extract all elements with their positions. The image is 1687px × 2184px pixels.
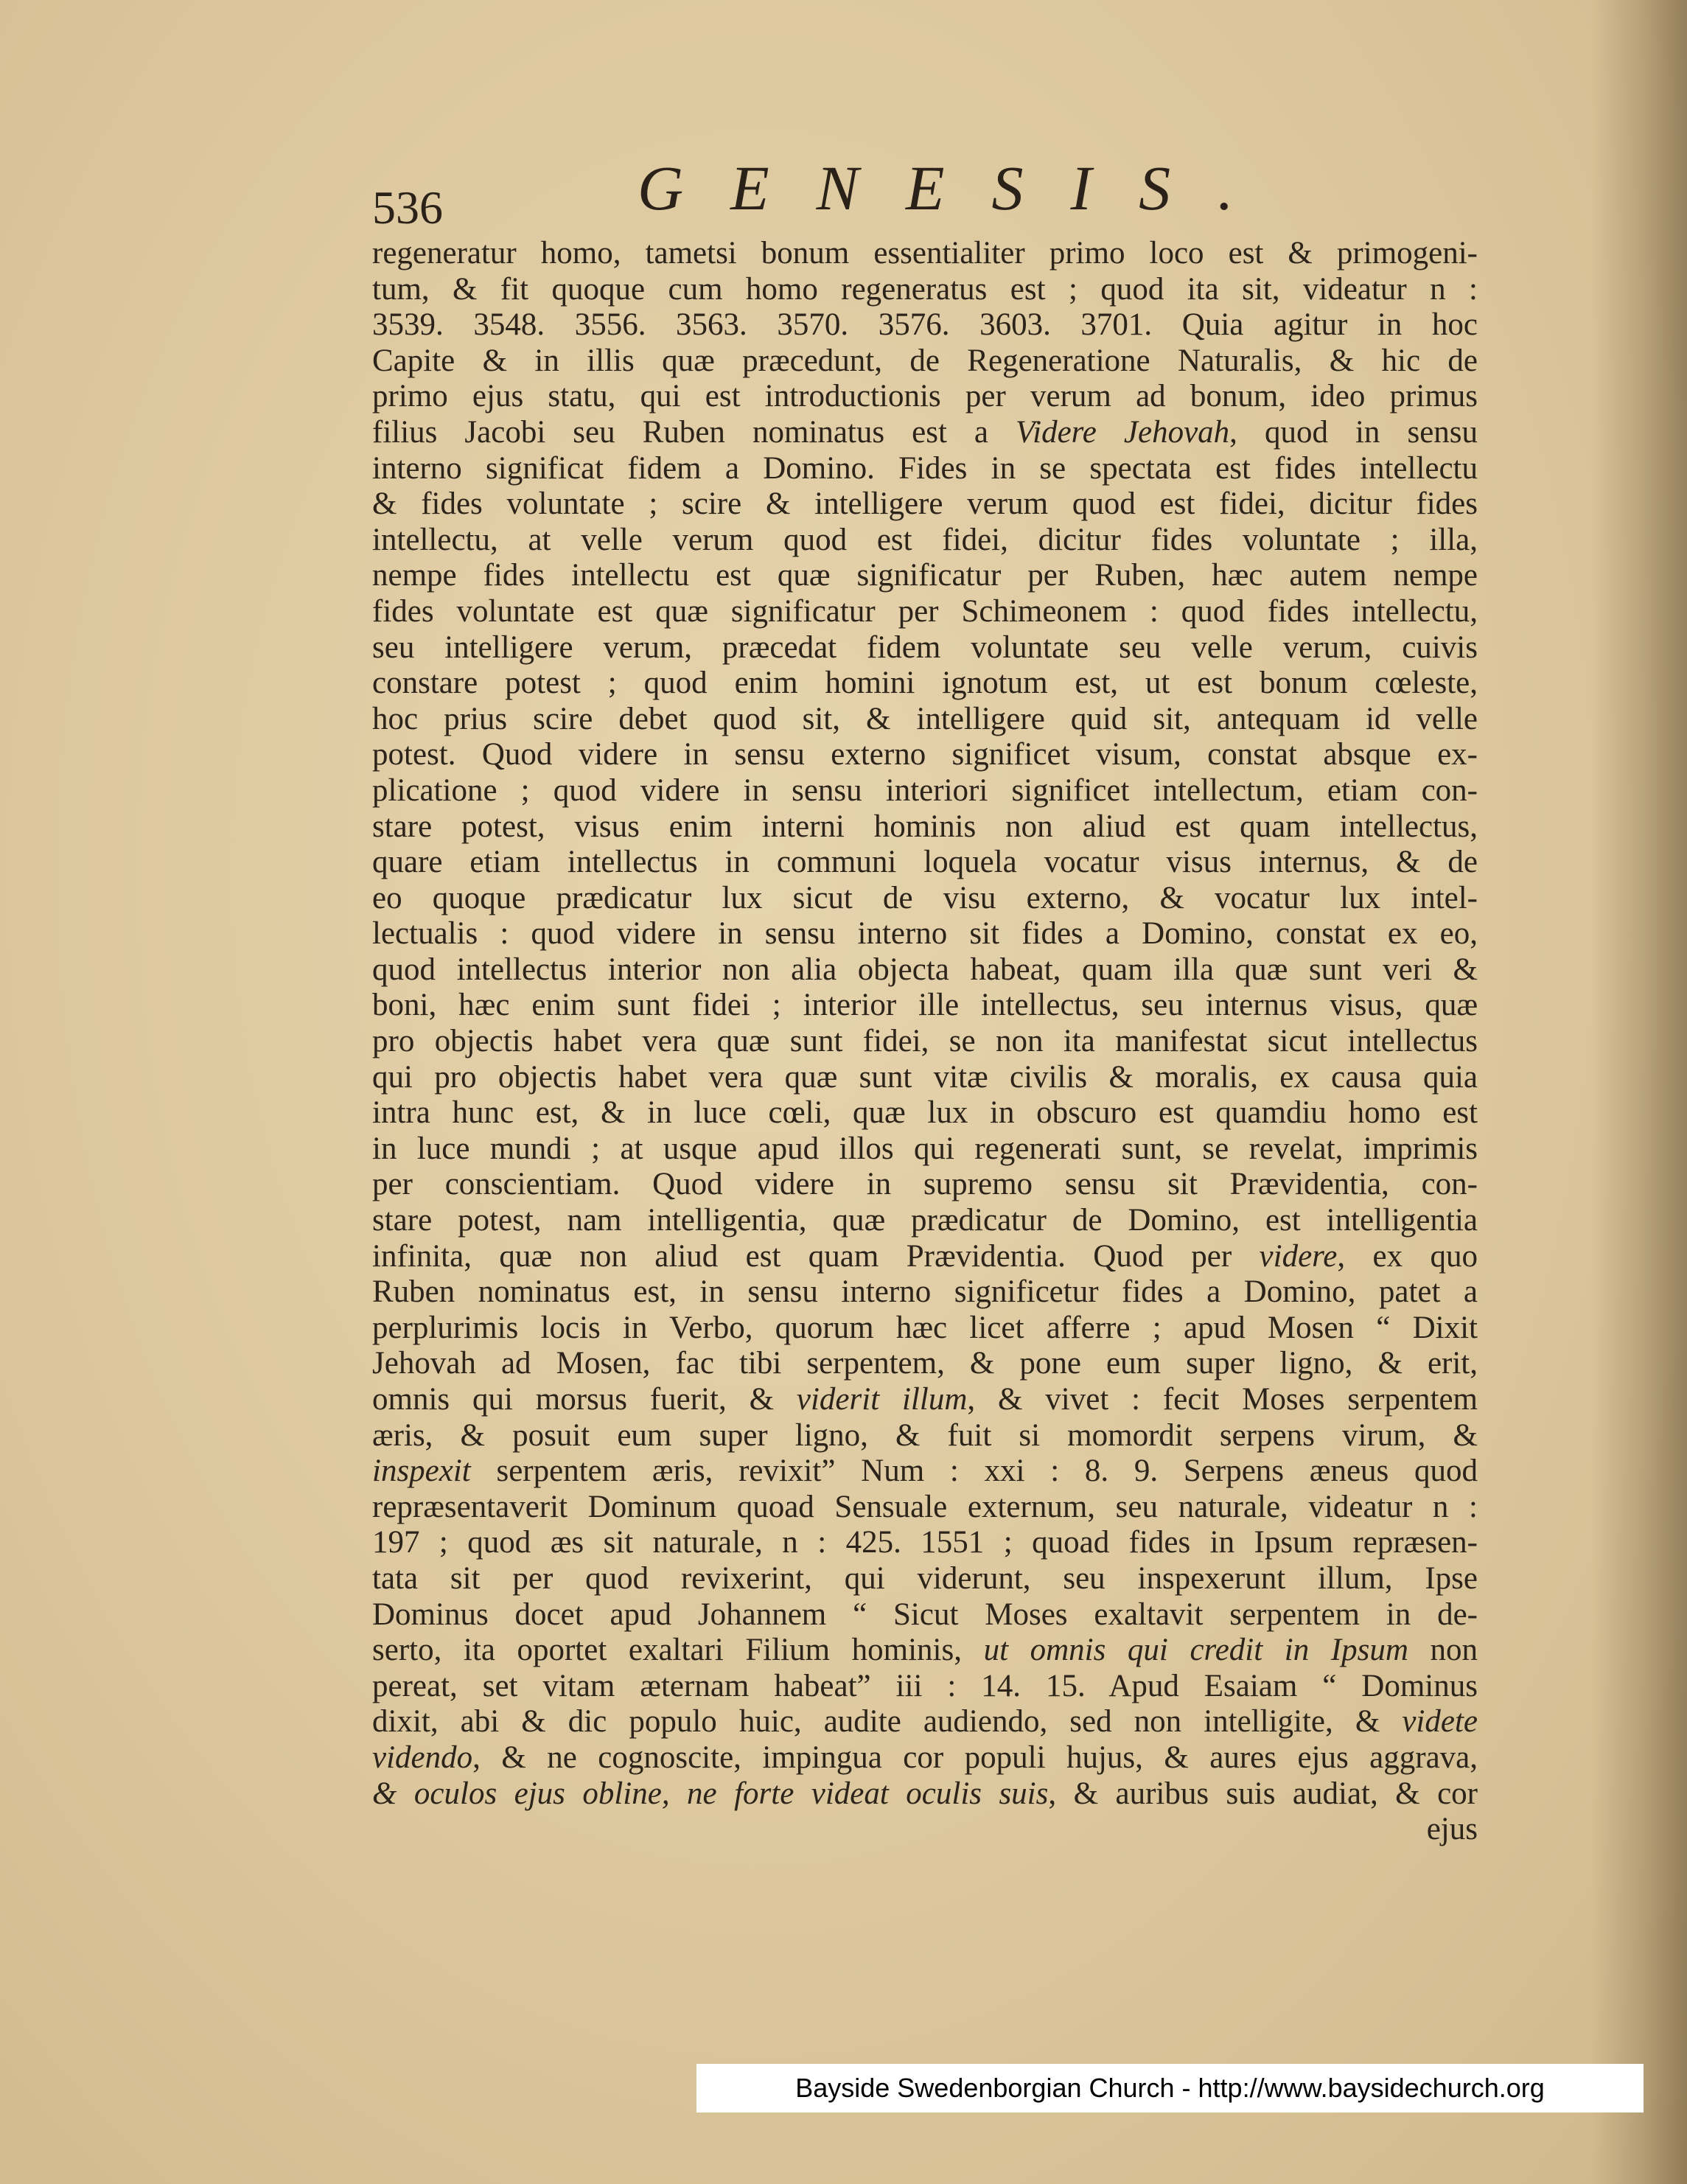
text-line xyxy=(372,845,1478,881)
text-line xyxy=(372,1525,1478,1561)
text-line xyxy=(372,343,1478,380)
text-line xyxy=(372,952,1478,988)
italic-text-run: ut omnis qui credit in Ipsum xyxy=(983,1633,1408,1668)
page-header xyxy=(372,151,1478,232)
italic-text-run: & oculos ejus obline, ne forte videat oculis suis xyxy=(372,1776,1049,1811)
text-line xyxy=(372,1740,1478,1776)
text-line xyxy=(372,1095,1478,1131)
text-run: boni, hæc enim sunt fidei ; interior ille intellectus, seu internus visus, quæ xyxy=(372,988,1478,1023)
text-run: æris, & posuit eum super ligno, & fuit si momordit serpens virum, & xyxy=(372,1417,1478,1453)
text-run: Jehovah ad Mosen, fac tibi serpentem, & pone eum super ligno, & erit, xyxy=(372,1346,1478,1381)
text-line xyxy=(372,1346,1478,1382)
text-line xyxy=(372,1203,1478,1239)
text-run: stare potest, visus enim interni hominis non aliud est quam intellectus, xyxy=(372,809,1478,844)
text-run: stare potest, nam intelligentia, quæ prædicatur de Domino, est intelligentia xyxy=(372,1203,1478,1238)
text-line xyxy=(372,773,1478,809)
text-line xyxy=(372,558,1478,594)
italic-text-run: videre xyxy=(1259,1238,1338,1274)
text-run: constare potest ; quod enim homini ignotum est, ut est bonum cœleste, xyxy=(372,666,1478,701)
text-run: intra hunc est, & in luce cœli, quæ lux in obscuro est quamdiu homo est xyxy=(372,1095,1478,1131)
text-run: interno significat fidem a Domino. Fides in se spectata est fides intellectu xyxy=(372,450,1478,486)
text-run: filius Jacobi seu Ruben nominatus est a xyxy=(372,414,1016,450)
text-run: , & ne cognoscite, impingua cor populi hujus, & aures ejus aggrava, xyxy=(472,1740,1478,1775)
text-line xyxy=(372,486,1478,523)
text-line xyxy=(372,1776,1478,1813)
text-run: quare etiam intellectus in communi loquela vocatur visus internus, & de xyxy=(372,845,1478,880)
text-line xyxy=(372,1633,1478,1669)
text-run: serpentem æris, revixit” Num : xxi : 8. 9. Serpens æneus quod xyxy=(470,1454,1478,1489)
text-run: qui pro objectis habet vera quæ sunt vitæ civilis & moralis, ex causa quia xyxy=(372,1059,1478,1095)
text-line xyxy=(372,307,1478,343)
text-run: Capite & in illis quæ præcedunt, de Regeneratione Naturalis, & hic de xyxy=(372,343,1478,378)
text-run: in luce mundi ; at usque apud illos qui regenerati sunt, se revelat, imprimis xyxy=(372,1131,1478,1166)
text-run: 197 ; quod æs sit naturale, n : 425. 1551 ; quoad fides in Ipsum repræsen- xyxy=(372,1525,1478,1560)
text-run: 3539. 3548. 3556. 3563. 3570. 3576. 3603. 3701. Quia agitur in hoc xyxy=(372,307,1478,343)
text-run: primo ejus statu, qui est introductionis per verum ad bonum, ideo primus xyxy=(372,379,1478,414)
text-line xyxy=(372,666,1478,702)
text-line xyxy=(372,1274,1478,1311)
page-number: 536 xyxy=(372,181,443,234)
text-line xyxy=(372,594,1478,630)
text-line xyxy=(372,523,1478,559)
text-run: hoc prius scire debet quod sit, & intelligere quid sit, antequam id velle xyxy=(372,701,1478,736)
text-line xyxy=(372,1704,1478,1740)
text-run: intellectu, at velle verum quod est fidei, dicitur fides voluntate ; illa, xyxy=(372,522,1478,557)
italic-text-run: Videre Jehovah xyxy=(1016,414,1230,450)
watermark-banner: Bayside Swedenborgian Church - http://www.baysidechurch.org xyxy=(696,2064,1644,2113)
text-run: non xyxy=(1408,1633,1478,1668)
text-run: serto, ita oportet exaltari Filium hominis, xyxy=(372,1633,984,1668)
text-run: , ex quo xyxy=(1337,1238,1478,1274)
text-line xyxy=(372,737,1478,773)
text-line xyxy=(372,1382,1478,1418)
text-line xyxy=(372,1024,1478,1060)
text-line xyxy=(372,1131,1478,1168)
text-run: tata sit per quod revixerint, qui viderunt, seu inspexerunt illum, Ipse xyxy=(372,1560,1478,1596)
italic-text-run: videndo xyxy=(372,1740,473,1775)
running-title: GENESIS. xyxy=(638,153,1281,223)
text-line xyxy=(372,916,1478,952)
text-run: omnis qui morsus fuerit, & xyxy=(372,1382,797,1417)
text-run: & fides voluntate ; scire & intelligere verum quod est fidei, dicitur fides xyxy=(372,486,1478,522)
text-run: quod intellectus interior non alia objecta habeat, quam illa quæ sunt veri & xyxy=(372,952,1478,987)
text-line xyxy=(372,1812,1478,1848)
text-line xyxy=(372,379,1478,415)
text-line xyxy=(372,702,1478,738)
text-line xyxy=(372,881,1478,917)
body-text xyxy=(372,236,1478,1848)
text-line xyxy=(372,630,1478,666)
text-run: dixit, abi & dic populo huic, audite audiendo, sed non intelligite, & xyxy=(372,1704,1403,1740)
text-line xyxy=(372,272,1478,308)
text-line xyxy=(372,809,1478,845)
text-line xyxy=(372,1669,1478,1705)
text-run: , & vivet : fecit Moses serpentem xyxy=(967,1382,1478,1417)
text-line xyxy=(372,1167,1478,1203)
page-edge-shadow xyxy=(1591,0,1687,2184)
italic-text-run: videte xyxy=(1402,1704,1478,1740)
text-run: pro objectis habet vera quæ sunt fidei, se non ita manifestat sicut intellectus xyxy=(372,1024,1478,1059)
text-line xyxy=(372,236,1478,272)
text-run: perplurimis locis in Verbo, quorum hæc licet afferre ; apud Mosen “ Dixit xyxy=(372,1310,1478,1345)
text-line xyxy=(372,1597,1478,1633)
text-run: regeneratur homo, tametsi bonum essentialiter primo loco est & primogeni- xyxy=(372,236,1478,271)
text-run: per conscientiam. Quod videre in supremo sensu sit Prævidentia, con- xyxy=(372,1167,1478,1202)
text-line xyxy=(372,1060,1478,1096)
text-run: fides voluntate est quæ significatur per Schimeonem : quod fides intellectu, xyxy=(372,593,1478,629)
text-line xyxy=(372,1454,1478,1490)
text-line xyxy=(372,1490,1478,1526)
text-run: ejus xyxy=(1426,1812,1478,1847)
text-run: , quod in sensu xyxy=(1229,414,1478,450)
text-line xyxy=(372,1418,1478,1454)
text-run: repræsentaverit Dominum quoad Sensuale externum, seu naturale, videatur n : xyxy=(372,1489,1478,1524)
text-run: tum, & fit quoque cum homo regeneratus est ; quod ita sit, videatur n : xyxy=(372,271,1478,307)
text-run: , & auribus suis audiat, & cor xyxy=(1048,1776,1478,1811)
text-run: potest. Quod videre in sensu externo significet visum, constat absque ex- xyxy=(372,737,1478,772)
text-line xyxy=(372,988,1478,1024)
italic-text-run: inspexit xyxy=(372,1454,471,1489)
text-run: nempe fides intellectu est quæ significatur per Ruben, hæc autem nempe xyxy=(372,558,1478,593)
text-run: plicatione ; quod videre in sensu interiori significet intellectum, etiam con- xyxy=(372,772,1478,808)
text-run: Ruben nominatus est, in sensu interno significetur fides a Domino, patet a xyxy=(372,1274,1478,1310)
text-run: lectualis : quod videre in sensu interno sit fides a Domino, constat ex eo, xyxy=(372,916,1478,952)
text-run: seu intelligere verum, præcedat fidem voluntate seu velle verum, cuivis xyxy=(372,629,1478,665)
text-line xyxy=(372,1239,1478,1275)
text-line xyxy=(372,1311,1478,1347)
text-line xyxy=(372,415,1478,451)
text-line xyxy=(372,451,1478,487)
italic-text-run: viderit illum xyxy=(796,1382,968,1417)
text-run: Dominus docet apud Johannem “ Sicut Moses exaltavit serpentem in de- xyxy=(372,1597,1478,1632)
text-run: infinita, quæ non aliud est quam Prævidentia. Quod per xyxy=(372,1238,1260,1274)
text-run: eo quoque prædicatur lux sicut de visu externo, & vocatur lux intel- xyxy=(372,880,1478,915)
text-line xyxy=(372,1561,1478,1597)
text-run: pereat, set vitam æternam habeat” iii : 14. 15. Apud Esaiam “ Dominus xyxy=(372,1668,1478,1703)
